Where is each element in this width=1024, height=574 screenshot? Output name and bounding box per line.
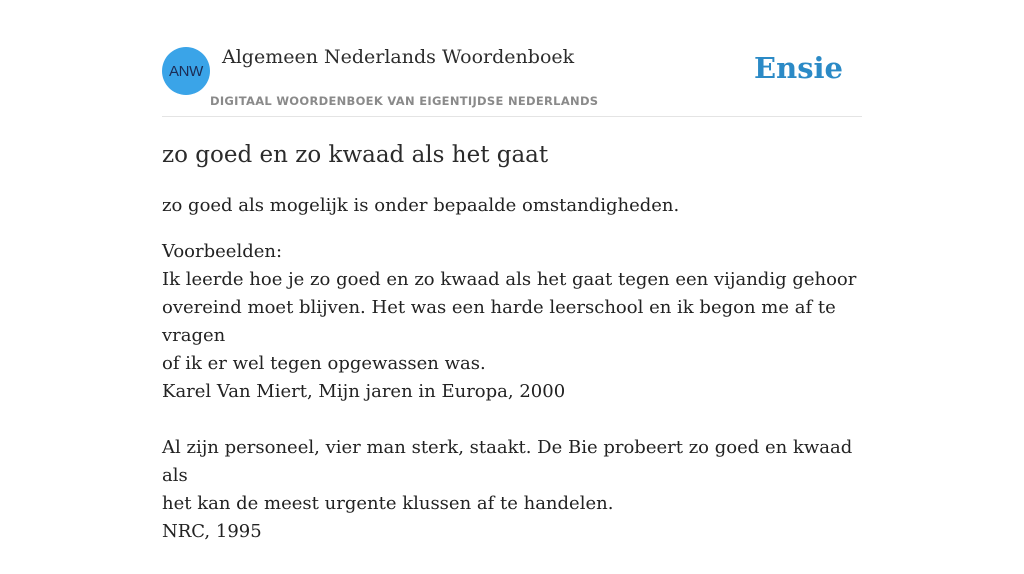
anw-logo[interactable] bbox=[162, 47, 210, 95]
ensie-brand-link[interactable]: Ensie bbox=[754, 51, 843, 85]
site-title[interactable]: Algemeen Nederlands Woordenboek bbox=[222, 46, 575, 68]
example-source: Karel Van Miert, Mijn jaren in Europa, 2000 bbox=[162, 381, 566, 402]
example-source: NRC, 1995 bbox=[162, 521, 262, 542]
example-line: of ik er wel tegen opgewassen was. bbox=[162, 353, 486, 374]
examples-section bbox=[162, 238, 862, 546]
examples-label: Voorbeelden: bbox=[162, 241, 283, 262]
header bbox=[162, 0, 862, 117]
example-item bbox=[162, 266, 862, 406]
example-line: het kan de meest urgente klussen af te handelen. bbox=[162, 493, 614, 514]
entry-title: zo goed en zo kwaad als het gaat bbox=[162, 142, 549, 168]
entry-content bbox=[162, 140, 862, 574]
logo-text: ANW bbox=[168, 62, 204, 80]
example-line: Ik leerde hoe je zo goed en zo kwaad als het gaat tegen een vijandig gehoor bbox=[162, 269, 857, 290]
example-line: overeind moet blijven. Het was een harde leerschool en ik begon me af te vragen bbox=[162, 297, 836, 346]
entry-definition: zo goed als mogelijk is onder bepaalde omstandigheden. bbox=[162, 195, 680, 216]
example-item bbox=[162, 434, 862, 546]
site-subtitle: DIGITAAL WOORDENBOEK VAN EIGENTIJDSE NEDERLANDS bbox=[210, 94, 599, 108]
example-line: Al zijn personeel, vier man sterk, staakt. De Bie probeert zo goed en kwaad als bbox=[162, 437, 853, 486]
